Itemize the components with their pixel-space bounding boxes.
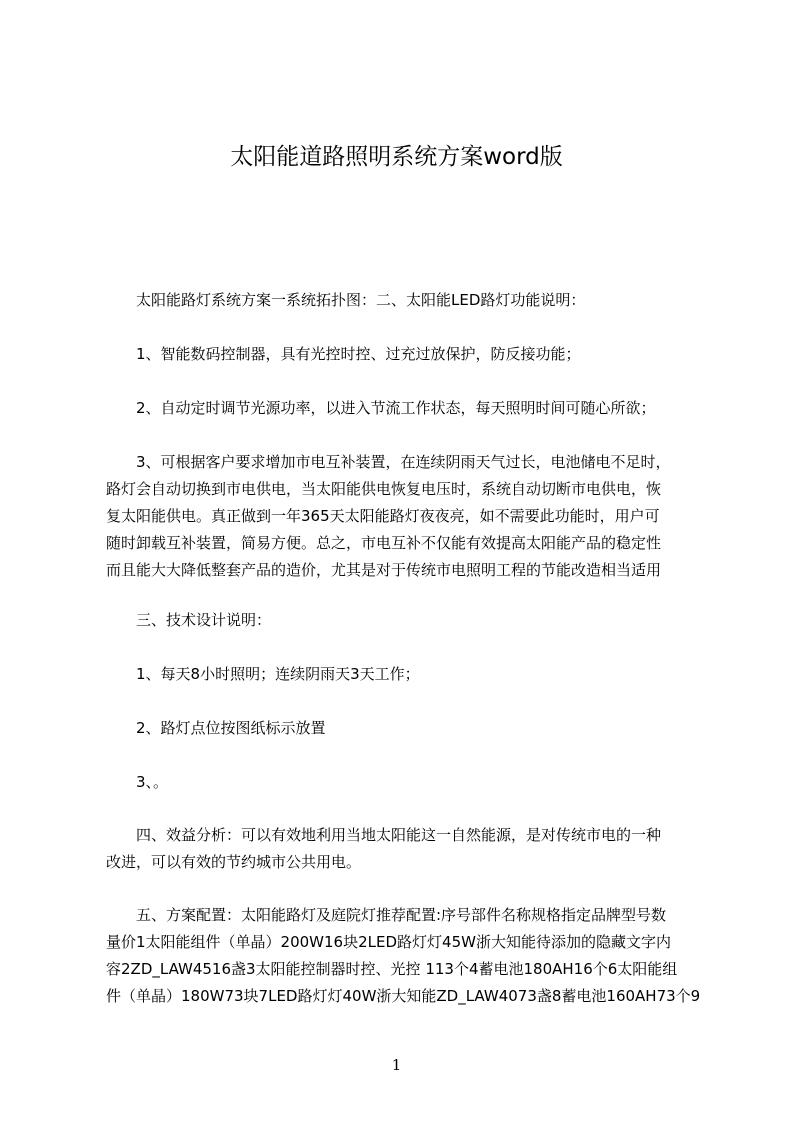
paragraph-feature-1 [136,341,581,368]
text-line: 复太阳能供电。真正做到一年365天太阳能路灯夜夜亮，如不需要此功能时，用户可 [106,507,660,525]
text-line: 路灯会自动切换到市电供电，当太阳能供电恢复电压时，系统自动切断市电供电，恢 [106,480,662,498]
paragraph-tech-heading [136,607,271,634]
paragraph-tech-2 [136,715,326,742]
page-number: 1 [391,1056,402,1074]
text-line: 2、自动定时调节光源功率，以进入节流工作状态，每天照明时间可随心所欲； [136,399,656,417]
paragraph-benefit [106,822,661,876]
paragraph-intro [136,287,585,314]
paragraph-feature-3 [106,449,671,584]
text-line: 量价1太阳能组件（单晶）200W16块2LED路灯灯45W浙大知能待添加的隐藏文字内 [106,933,671,951]
text-line: 随时卸载互补装置，简易方便。总之，市电互补不仅能有效提高太阳能产品的稳定性 [106,534,662,552]
paragraph-tech-1 [136,661,420,688]
paragraph-tech-3 [136,769,168,796]
text-line: 五、方案配置：太阳能路灯及庭院灯推荐配置:序号部件名称规格指定品牌型号数 [136,906,667,924]
text-line: 改进，可以有效的节约城市公共用电。 [106,853,362,871]
text-line: 四、效益分析：可以有效地利用当地太阳能这一自然能源，是对传统市电的一种 [136,826,662,844]
text-line: 件（单晶）180W73块7LED路灯灯40W浙大知能ZD_LAW4073盏8蓄电池160AH73个9 [106,987,701,1005]
text-line: 三、技术设计说明： [136,611,272,629]
page-title: 太阳能道路照明系统方案word版 [230,144,563,170]
text-line: 容2ZD_LAW4516盏3太阳能控制器时控、光控 113个4蓄电池180AH16个6太阳能组 [106,960,678,978]
paragraph-feature-2 [136,395,656,422]
text-line: 3、。 [136,773,169,791]
text-line: 1、智能数码控制器，具有光控时控、过充过放保护，防反接功能； [136,345,581,363]
paragraph-configuration [106,902,700,1010]
text-line: 1、每天8小时照明；连续阴雨天3天工作； [136,665,420,683]
text-line: 3、可根据客户要求增加市电互补装置，在连续阴雨天气过长，电池储电不足时， [136,453,671,471]
text-line: 而且能大大降低整套产品的造价，尤其是对于传统市电照明工程的节能改造相当适用 [106,561,662,579]
text-line: 2、路灯点位按图纸标示放置 [136,719,326,737]
text-line: 太阳能路灯系统方案一系统拓扑图：二、太阳能LED路灯功能说明： [136,291,586,309]
